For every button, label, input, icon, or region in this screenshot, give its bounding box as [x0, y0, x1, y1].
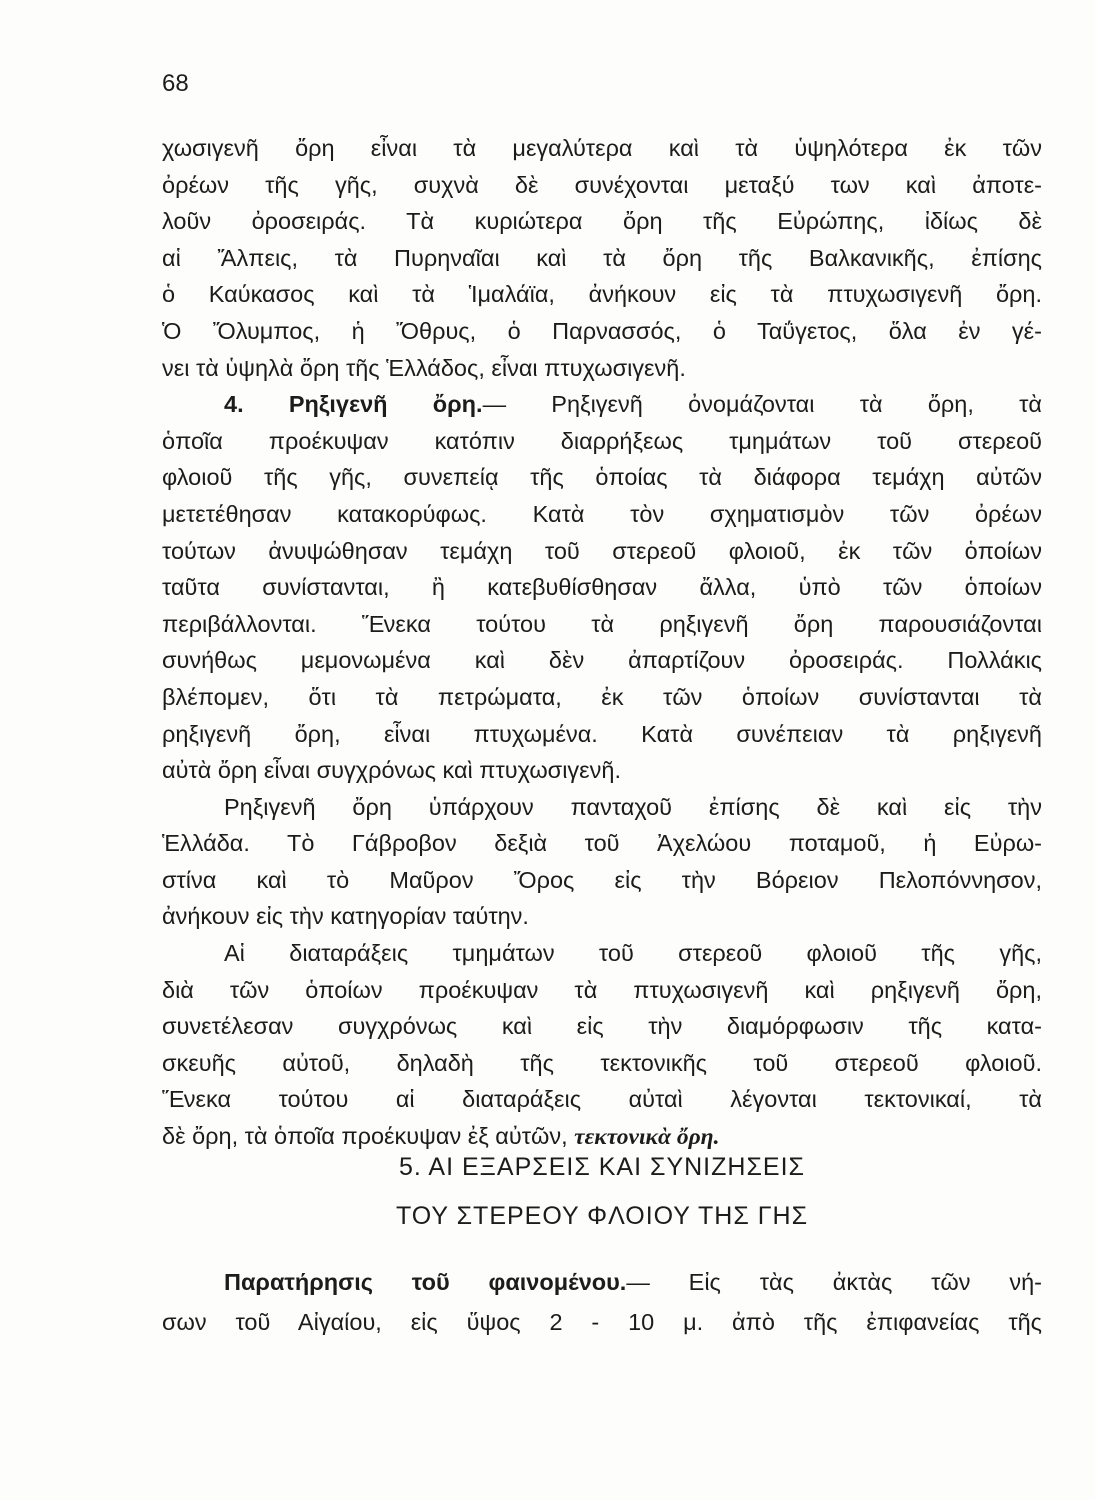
text-line: σων τοῦ Αἰγαίου, εἰς ὕψος 2 - 10 μ. ἀπὸ τῆς ἐπιφανείας τῆς: [162, 1309, 1042, 1335]
text-line: μετετέθησαν κατακορύφως. Κατὰ τὸν σχηματισμὸν τῶν ὀρέων: [162, 500, 1042, 527]
main-text: [162, 130, 1042, 1155]
page-number: 68: [162, 70, 189, 97]
paragraph-last-line: [162, 1118, 1042, 1155]
text-line: ὀρέων τῆς γῆς, συχνὰ δὲ συνέχονται μεταξύ των καὶ ἀποτε-: [162, 171, 1042, 198]
section-5-text: [162, 1262, 1042, 1342]
text-run: δὲ ὄρη, τὰ ὁποῖα προέκυψαν ἐξ αὐτῶν,: [162, 1123, 568, 1150]
text-line: ταῦτα συνίστανται, ἢ κατεβυθίσθησαν ἄλλα, ὑπὸ τῶν ὁποίων: [162, 574, 1042, 601]
text-line: ρηξιγενῆ ὄρη, εἶναι πτυχωμένα. Κατὰ συνέπειαν τὰ ρηξιγενῆ: [162, 720, 1042, 747]
text-line: συνετέλεσαν συγχρόνως καὶ εἰς τὴν διαμόρφωσιν τῆς κατα-: [162, 1013, 1042, 1040]
text-line: Ὁ Ὄλυμπος, ἡ Ὄθρυς, ὁ Παρνασσός, ὁ Ταΰγετος, ὅλα ἐν γέ-: [162, 317, 1042, 344]
text-line: αἱ Ἄλπεις, τὰ Πυρηναῖαι καὶ τὰ ὄρη τῆς Βαλκανικῆς, ἐπίσης: [162, 244, 1042, 271]
term-heading: Παρατήρησις τοῦ φαινομένου.: [224, 1269, 627, 1295]
text-line: νει τὰ ὑψηλὰ ὄρη τῆς Ἑλλάδος, εἶναι πτυχωσιγενῆ.: [162, 354, 686, 381]
text-line: ὁποῖα προέκυψαν κατόπιν διαρρήξεως τμημάτων τοῦ στερεοῦ: [162, 427, 1042, 454]
text-line: Ἑλλάδα. Τὸ Γάβροβον δεξιὰ τοῦ Ἀχελώου ποταμοῦ, ἡ Εὐρω-: [162, 830, 1042, 857]
section-number: 4.: [224, 391, 244, 418]
paragraph-continuation: [162, 130, 1042, 386]
text-line: χωσιγενῆ ὄρη εἶναι τὰ μεγαλύτερα καὶ τὰ ὑψηλότερα ἐκ τῶν: [162, 135, 1042, 161]
section-heading-line-1: 5. ΑΙ ΕΞΑΡΣΕΙΣ ΚΑΙ ΣΥΝΙΖΗΣΕΙΣ: [399, 1153, 805, 1181]
text-line: ὁ Καύκασος καὶ τὰ Ἱμαλάϊα, ἀνήκουν εἰς τὰ πτυχωσιγενῆ ὄρη.: [162, 281, 1042, 308]
term-heading: Ρηξιγενῆ ὄρη.: [288, 391, 483, 418]
italic-term: τεκτονικὰ ὄρη.: [574, 1124, 720, 1151]
text-line: αὐτὰ ὄρη εἶναι συγχρόνως καὶ πτυχωσιγενῆ.: [162, 757, 621, 784]
text-line: ἀνήκουν εἰς τὴν κατηγορίαν ταύτην.: [162, 903, 529, 930]
text-line: φλοιοῦ τῆς γῆς, συνεπείᾳ τῆς ὁποίας τὰ διάφορα τεμάχη αὐτῶν: [162, 464, 1042, 491]
text-line: διὰ τῶν ὁποίων προέκυψαν τὰ πτυχωσιγενῆ καὶ ρηξιγενῆ ὄρη,: [162, 976, 1042, 1003]
text-line: σκευῆς αὐτοῦ, δηλαδὴ τῆς τεκτονικῆς τοῦ στερεοῦ φλοιοῦ.: [162, 1049, 1042, 1076]
text-line: βλέπομεν, ὅτι τὰ πετρώματα, ἐκ τῶν ὁποίων συνίστανται τὰ: [162, 683, 1042, 710]
text-line: συνήθως μεμονωμένα καὶ δὲν ἀπαρτίζουν ὀροσειράς. Πολλάκις: [162, 647, 1042, 674]
text-line: Ἕνεκα τούτου αἱ διαταράξεις αὐταὶ λέγονται τεκτονικαί, τὰ: [162, 1086, 1042, 1113]
paragraph-tectonic: [162, 935, 1042, 1155]
paragraph-first-line: [162, 1262, 1042, 1302]
section-heading-line-2: ΤΟΥ ΣΤΕΡΕΟΥ ΦΛΟΙΟΥ ΤΗΣ ΓΗΣ: [395, 1202, 809, 1230]
text-line: στίνα καὶ τὸ Μαῦρον Ὄρος εἰς τὴν Βόρειον Πελοπόννησον,: [162, 866, 1042, 893]
paragraph-first-line: [162, 386, 1042, 423]
text-line: Αἱ διαταράξεις τμημάτων τοῦ στερεοῦ φλοιοῦ τῆς γῆς,: [224, 940, 1042, 967]
text-line: περιβάλλονται. Ἕνεκα τούτου τὰ ρηξιγενῆ ὄρη παρουσιάζονται: [162, 610, 1042, 637]
paragraph-examples: [162, 789, 1042, 935]
text-run: — Εἰς τὰς ἀκτὰς τῶν νή-: [626, 1269, 1042, 1295]
text-run: — Ρηξιγενῆ ὀνομάζονται τὰ ὄρη, τὰ: [482, 391, 1042, 418]
text-line: λοῦν ὀροσειράς. Τὰ κυριώτερα ὄρη τῆς Εὐρώπης, ἰδίως δὲ: [162, 208, 1042, 235]
text-line: τούτων ἀνυψώθησαν τεμάχη τοῦ στερεοῦ φλοιοῦ, ἐκ τῶν ὁποίων: [162, 537, 1042, 564]
text-line: Ρηξιγενῆ ὄρη ὑπάρχουν πανταχοῦ ἐπίσης δὲ καὶ εἰς τὴν: [224, 793, 1042, 820]
paragraph-rhexigene: [162, 386, 1042, 789]
